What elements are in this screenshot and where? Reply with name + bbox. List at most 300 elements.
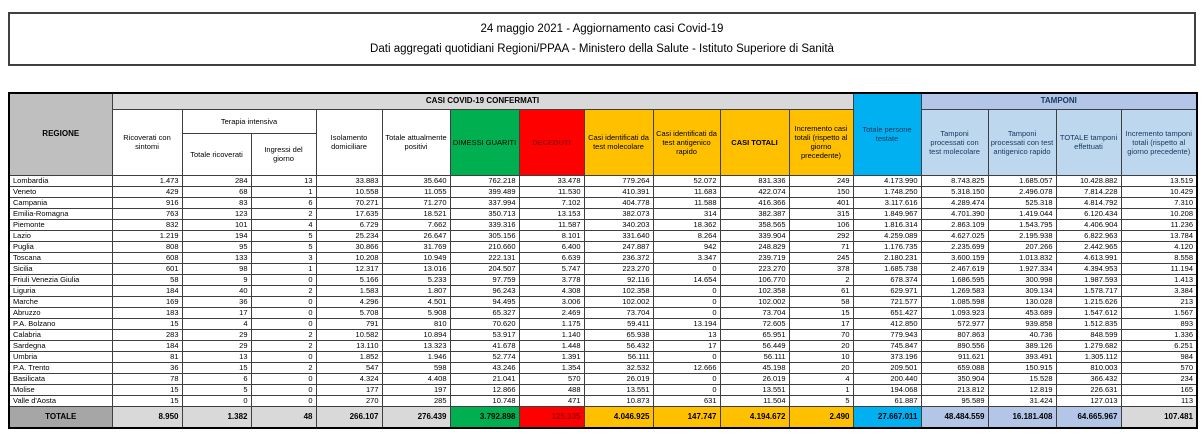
value-cell: 29 — [182, 329, 251, 340]
value-cell: 10.429 — [1121, 186, 1197, 197]
region-name: P.A. Bolzano — [9, 318, 112, 329]
value-cell: 32.532 — [584, 362, 653, 373]
value-cell: 1.419.044 — [988, 208, 1056, 219]
value-cell: 61 — [789, 285, 853, 296]
region-name: Campania — [9, 197, 112, 208]
value-cell: 762.218 — [450, 175, 519, 186]
value-cell: 339.904 — [720, 230, 789, 241]
table-row — [9, 384, 1197, 395]
value-cell: 292 — [789, 230, 853, 241]
value-cell: 194.068 — [853, 384, 921, 395]
value-cell: 150 — [789, 186, 853, 197]
value-cell: 25.234 — [316, 230, 382, 241]
value-cell: 7.814.228 — [1056, 186, 1121, 197]
value-cell: 70.271 — [316, 197, 382, 208]
value-cell: 6.639 — [519, 252, 584, 263]
table-row — [9, 296, 1197, 307]
region-name: Veneto — [9, 186, 112, 197]
column-header-totale-ricoverati: Totale ricoverati — [182, 133, 251, 175]
value-cell: 284 — [182, 175, 251, 186]
value-cell: 429 — [112, 186, 182, 197]
value-cell: 270 — [316, 395, 382, 406]
value-cell: 2.863.109 — [921, 219, 988, 230]
value-cell: 4.324 — [316, 373, 382, 384]
table-row — [9, 252, 1197, 263]
value-cell: 13.016 — [382, 263, 450, 274]
value-cell: 721.577 — [853, 296, 921, 307]
region-name: Basilicata — [9, 373, 112, 384]
value-cell: 10.873 — [584, 395, 653, 406]
column-header-ricoverati-con-sintomi: Ricoverati con sintomi — [112, 109, 182, 175]
value-cell: 65.938 — [584, 329, 653, 340]
value-cell: 13 — [251, 175, 316, 186]
value-cell: 1.305.112 — [1056, 351, 1121, 362]
total-row — [9, 406, 1197, 428]
region-name: P.A. Trento — [9, 362, 112, 373]
table-row — [9, 175, 1197, 186]
value-cell: 95.589 — [921, 395, 988, 406]
value-cell: 10.558 — [316, 186, 382, 197]
value-cell: 1.987.593 — [1056, 274, 1121, 285]
value-cell: 98 — [182, 263, 251, 274]
value-cell: 779.943 — [853, 329, 921, 340]
value-cell: 3.117.616 — [853, 197, 921, 208]
table-body — [9, 175, 1197, 406]
value-cell: 29 — [182, 340, 251, 351]
value-cell: 56.449 — [720, 340, 789, 351]
table-row — [9, 351, 1197, 362]
table-header — [9, 93, 1197, 175]
value-cell: 678.374 — [853, 274, 921, 285]
value-cell: 1 — [789, 384, 853, 395]
value-cell: 5.708 — [316, 307, 382, 318]
value-cell: 184 — [112, 285, 182, 296]
total-value-cell: 48.484.559 — [921, 406, 988, 428]
value-cell: 204.507 — [450, 263, 519, 274]
value-cell: 36 — [182, 296, 251, 307]
value-cell: 213.812 — [921, 384, 988, 395]
value-cell: 26.647 — [382, 230, 450, 241]
report-title-line2: Dati aggregati quotidiani Regioni/PPAA - Ministero della Salute - Istituto Superiore di Sanità — [370, 43, 834, 56]
value-cell: 102.002 — [720, 296, 789, 307]
value-cell: 5.318.150 — [921, 186, 988, 197]
region-name: Lazio — [9, 230, 112, 241]
value-cell: 2 — [251, 362, 316, 373]
value-cell: 26.019 — [584, 373, 653, 384]
region-name: Friuli Venezia Giulia — [9, 274, 112, 285]
value-cell: 471 — [519, 395, 584, 406]
region-name: Liguria — [9, 285, 112, 296]
value-cell: 1.816.314 — [853, 219, 921, 230]
value-cell: 133 — [182, 252, 251, 263]
value-cell: 13 — [653, 329, 720, 340]
value-cell: 4.120 — [1121, 241, 1197, 252]
value-cell: 4.627.025 — [921, 230, 988, 241]
value-cell: 234 — [1121, 373, 1197, 384]
value-cell: 78 — [112, 373, 182, 384]
value-cell: 4.408 — [382, 373, 450, 384]
value-cell: 1.269.583 — [921, 285, 988, 296]
total-value-cell: 107.481 — [1121, 406, 1197, 428]
value-cell: 73.704 — [720, 307, 789, 318]
table-row — [9, 329, 1197, 340]
value-cell: 763 — [112, 208, 182, 219]
value-cell: 791 — [316, 318, 382, 329]
value-cell: 404.778 — [584, 197, 653, 208]
value-cell: 453.689 — [988, 307, 1056, 318]
column-header-casi-test-antigenico: Casi identificati da test antigenico rapido — [653, 109, 720, 175]
value-cell: 207.266 — [988, 241, 1056, 252]
value-cell: 1.927.334 — [988, 263, 1056, 274]
value-cell: 5 — [251, 230, 316, 241]
title-box — [8, 12, 1196, 66]
value-cell: 1 — [251, 263, 316, 274]
value-cell: 12.819 — [988, 384, 1056, 395]
table-row — [9, 395, 1197, 406]
value-cell: 65.327 — [450, 307, 519, 318]
value-cell: 393.491 — [988, 351, 1056, 362]
value-cell: 3.778 — [519, 274, 584, 285]
value-cell: 1.085.598 — [921, 296, 988, 307]
value-cell: 4.501 — [382, 296, 450, 307]
value-cell: 10 — [789, 351, 853, 362]
region-name: Sardegna — [9, 340, 112, 351]
table-row — [9, 340, 1197, 351]
value-cell: 11.588 — [653, 197, 720, 208]
value-cell: 8.743.825 — [921, 175, 988, 186]
value-cell: 572.977 — [921, 318, 988, 329]
value-cell: 102.358 — [584, 285, 653, 296]
value-cell: 12.317 — [316, 263, 382, 274]
value-cell: 5.908 — [382, 307, 450, 318]
value-cell: 17 — [789, 318, 853, 329]
value-cell: 95 — [182, 241, 251, 252]
value-cell: 13.551 — [584, 384, 653, 395]
value-cell: 601 — [112, 263, 182, 274]
value-cell: 4.289.474 — [921, 197, 988, 208]
value-cell: 4.814.792 — [1056, 197, 1121, 208]
value-cell: 810 — [382, 318, 450, 329]
value-cell: 3.384 — [1121, 285, 1197, 296]
value-cell: 226.631 — [1056, 384, 1121, 395]
value-cell: 65.951 — [720, 329, 789, 340]
region-name: Valle d'Aosta — [9, 395, 112, 406]
value-cell: 102.002 — [584, 296, 653, 307]
value-cell: 4.173.990 — [853, 175, 921, 186]
table-row — [9, 197, 1197, 208]
value-cell: 127.013 — [1056, 395, 1121, 406]
value-cell: 210.660 — [450, 241, 519, 252]
value-cell: 1.583 — [316, 285, 382, 296]
value-cell: 150.915 — [988, 362, 1056, 373]
value-cell: 20 — [789, 362, 853, 373]
value-cell: 401 — [789, 197, 853, 208]
value-cell: 7.662 — [382, 219, 450, 230]
value-cell: 1.849.967 — [853, 208, 921, 219]
table-row — [9, 263, 1197, 274]
value-cell: 984 — [1121, 351, 1197, 362]
total-value-cell: 8.950 — [112, 406, 182, 428]
value-cell: 3.006 — [519, 296, 584, 307]
table-row — [9, 285, 1197, 296]
value-cell: 15 — [112, 318, 182, 329]
value-cell: 5.747 — [519, 263, 584, 274]
region-name: Sicilia — [9, 263, 112, 274]
value-cell: 40 — [182, 285, 251, 296]
table-row — [9, 362, 1197, 373]
value-cell: 314 — [653, 208, 720, 219]
region-name: Emilia-Romagna — [9, 208, 112, 219]
total-value-cell: 27.667.011 — [853, 406, 921, 428]
value-cell: 11.194 — [1121, 263, 1197, 274]
value-cell: 1.512.835 — [1056, 318, 1121, 329]
value-cell: 1.748.250 — [853, 186, 921, 197]
column-header-totale-attualmente-positivi: Totale attualmente positivi — [382, 109, 450, 175]
value-cell: 10.582 — [316, 329, 382, 340]
value-cell: 5 — [182, 384, 251, 395]
value-cell: 11.236 — [1121, 219, 1197, 230]
value-cell: 56.111 — [720, 351, 789, 362]
value-cell: 4.613.991 — [1056, 252, 1121, 263]
value-cell: 0 — [251, 274, 316, 285]
value-cell: 31.769 — [382, 241, 450, 252]
value-cell: 4.308 — [519, 285, 584, 296]
value-cell: 1.215.626 — [1056, 296, 1121, 307]
value-cell: 1.685.738 — [853, 263, 921, 274]
column-header-deceduti: DECEDUTI — [519, 109, 584, 175]
column-header-persone-testate: Totale persone testate — [853, 93, 921, 175]
value-cell: 56.432 — [584, 340, 653, 351]
value-cell: 1.567 — [1121, 307, 1197, 318]
value-cell: 106 — [789, 219, 853, 230]
total-value-cell: 4.046.925 — [584, 406, 653, 428]
value-cell: 389.126 — [988, 340, 1056, 351]
value-cell: 358.565 — [720, 219, 789, 230]
value-cell: 12.866 — [450, 384, 519, 395]
value-cell: 248.829 — [720, 241, 789, 252]
value-cell: 1.013.832 — [988, 252, 1056, 263]
value-cell: 0 — [251, 318, 316, 329]
value-cell: 4 — [182, 318, 251, 329]
value-cell: 382.073 — [584, 208, 653, 219]
value-cell: 102.358 — [720, 285, 789, 296]
value-cell: 96.243 — [450, 285, 519, 296]
value-cell: 8.101 — [519, 230, 584, 241]
value-cell: 2.442.965 — [1056, 241, 1121, 252]
value-cell: 848.599 — [1056, 329, 1121, 340]
value-cell: 350.904 — [921, 373, 988, 384]
value-cell: 106.770 — [720, 274, 789, 285]
value-cell: 30.866 — [316, 241, 382, 252]
value-cell: 4.296 — [316, 296, 382, 307]
value-cell: 939.858 — [988, 318, 1056, 329]
group-header-tamponi: TAMPONI — [921, 93, 1197, 109]
value-cell: 197 — [382, 384, 450, 395]
value-cell: 97.759 — [450, 274, 519, 285]
value-cell: 249 — [789, 175, 853, 186]
table-footer — [9, 406, 1197, 428]
value-cell: 1.685.057 — [988, 175, 1056, 186]
value-cell: 315 — [789, 208, 853, 219]
value-cell: 113 — [1121, 395, 1197, 406]
total-value-cell: 2.490 — [789, 406, 853, 428]
total-value-cell: 276.439 — [382, 406, 450, 428]
value-cell: 412.850 — [853, 318, 921, 329]
value-cell: 40.736 — [988, 329, 1056, 340]
value-cell: 5 — [251, 241, 316, 252]
value-cell: 1.852 — [316, 351, 382, 362]
value-cell: 570 — [1121, 362, 1197, 373]
value-cell: 659.088 — [921, 362, 988, 373]
value-cell: 0 — [653, 351, 720, 362]
value-cell: 547 — [316, 362, 382, 373]
total-value-cell: 16.181.408 — [988, 406, 1056, 428]
value-cell: 942 — [653, 241, 720, 252]
value-cell: 893 — [1121, 318, 1197, 329]
value-cell: 629.971 — [853, 285, 921, 296]
value-cell: 11.504 — [720, 395, 789, 406]
value-cell: 81 — [112, 351, 182, 362]
value-cell: 6.251 — [1121, 340, 1197, 351]
value-cell: 13.153 — [519, 208, 584, 219]
value-cell: 6 — [251, 197, 316, 208]
region-name: Puglia — [9, 241, 112, 252]
value-cell: 0 — [251, 296, 316, 307]
value-cell: 18.362 — [653, 219, 720, 230]
value-cell: 245 — [789, 252, 853, 263]
value-cell: 15 — [112, 384, 182, 395]
value-cell: 1.175 — [519, 318, 584, 329]
value-cell: 2.467.619 — [921, 263, 988, 274]
value-cell: 223.270 — [720, 263, 789, 274]
value-cell: 11.055 — [382, 186, 450, 197]
value-cell: 11.683 — [653, 186, 720, 197]
value-cell: 1.686.595 — [921, 274, 988, 285]
value-cell: 12.666 — [653, 362, 720, 373]
value-cell: 340.203 — [584, 219, 653, 230]
total-label: TOTALE — [9, 406, 112, 428]
value-cell: 285 — [382, 395, 450, 406]
table-row — [9, 208, 1197, 219]
value-cell: 61.887 — [853, 395, 921, 406]
value-cell: 0 — [251, 351, 316, 362]
value-cell: 236.372 — [584, 252, 653, 263]
value-cell: 283 — [112, 329, 182, 340]
total-value-cell: 48 — [251, 406, 316, 428]
value-cell: 71 — [789, 241, 853, 252]
value-cell: 1.413 — [1121, 274, 1197, 285]
table-row — [9, 241, 1197, 252]
value-cell: 598 — [382, 362, 450, 373]
value-cell: 1.543.795 — [988, 219, 1056, 230]
value-cell: 213 — [1121, 296, 1197, 307]
value-cell: 6.400 — [519, 241, 584, 252]
value-cell: 1.807 — [382, 285, 450, 296]
table-row — [9, 186, 1197, 197]
value-cell: 0 — [653, 263, 720, 274]
total-value-cell: 1.382 — [182, 406, 251, 428]
total-value-cell: 4.194.672 — [720, 406, 789, 428]
value-cell: 194 — [182, 230, 251, 241]
value-cell: 8.558 — [1121, 252, 1197, 263]
value-cell: 779.264 — [584, 175, 653, 186]
value-cell: 1.219 — [112, 230, 182, 241]
value-cell: 3.600.159 — [921, 252, 988, 263]
column-header-casi-test-molecolare: Casi identificati da test molecolare — [584, 109, 653, 175]
value-cell: 130.028 — [988, 296, 1056, 307]
value-cell: 0 — [251, 384, 316, 395]
column-header-regione: REGIONE — [9, 93, 112, 175]
column-header-dimessi-guariti: DIMESSI GUARITI — [450, 109, 519, 175]
value-cell: 422.074 — [720, 186, 789, 197]
value-cell: 7.310 — [1121, 197, 1197, 208]
value-cell: 305.156 — [450, 230, 519, 241]
value-cell: 1.578.717 — [1056, 285, 1121, 296]
total-value-cell: 266.107 — [316, 406, 382, 428]
region-name: Marche — [9, 296, 112, 307]
value-cell: 1.547.612 — [1056, 307, 1121, 318]
value-cell: 20 — [789, 340, 853, 351]
value-cell: 9 — [182, 274, 251, 285]
value-cell: 35.640 — [382, 175, 450, 186]
value-cell: 223.270 — [584, 263, 653, 274]
value-cell: 2.469 — [519, 307, 584, 318]
value-cell: 13.323 — [382, 340, 450, 351]
value-cell: 309.134 — [988, 285, 1056, 296]
value-cell: 13.110 — [316, 340, 382, 351]
total-value-cell: 147.747 — [653, 406, 720, 428]
value-cell: 1.473 — [112, 175, 182, 186]
value-cell: 13.784 — [1121, 230, 1197, 241]
column-header-casi-totali: CASI TOTALI — [720, 109, 789, 175]
value-cell: 1.093.923 — [921, 307, 988, 318]
value-cell: 339.316 — [450, 219, 519, 230]
value-cell: 8.264 — [653, 230, 720, 241]
value-cell: 11.587 — [519, 219, 584, 230]
value-cell: 15 — [789, 307, 853, 318]
value-cell: 3 — [251, 252, 316, 263]
value-cell: 123 — [182, 208, 251, 219]
value-cell: 350.713 — [450, 208, 519, 219]
value-cell: 1.279.682 — [1056, 340, 1121, 351]
value-cell: 416.366 — [720, 197, 789, 208]
value-cell: 17 — [653, 340, 720, 351]
table-row — [9, 219, 1197, 230]
value-cell: 68 — [182, 186, 251, 197]
value-cell: 83 — [182, 197, 251, 208]
value-cell: 247.887 — [584, 241, 653, 252]
value-cell: 183 — [112, 307, 182, 318]
value-cell: 36 — [112, 362, 182, 373]
value-cell: 2 — [251, 329, 316, 340]
value-cell: 1 — [251, 186, 316, 197]
value-cell: 745.847 — [853, 340, 921, 351]
value-cell: 373.196 — [853, 351, 921, 362]
column-header-isolamento-domiciliare: Isolamento domiciliare — [316, 109, 382, 175]
value-cell: 177 — [316, 384, 382, 395]
value-cell: 808 — [112, 241, 182, 252]
value-cell: 0 — [653, 373, 720, 384]
value-cell: 1.946 — [382, 351, 450, 362]
value-cell: 58 — [112, 274, 182, 285]
value-cell: 1.336 — [1121, 329, 1197, 340]
value-cell: 911.621 — [921, 351, 988, 362]
value-cell: 5 — [789, 395, 853, 406]
value-cell: 45.198 — [720, 362, 789, 373]
value-cell: 70 — [789, 329, 853, 340]
value-cell: 0 — [653, 307, 720, 318]
value-cell: 651.427 — [853, 307, 921, 318]
